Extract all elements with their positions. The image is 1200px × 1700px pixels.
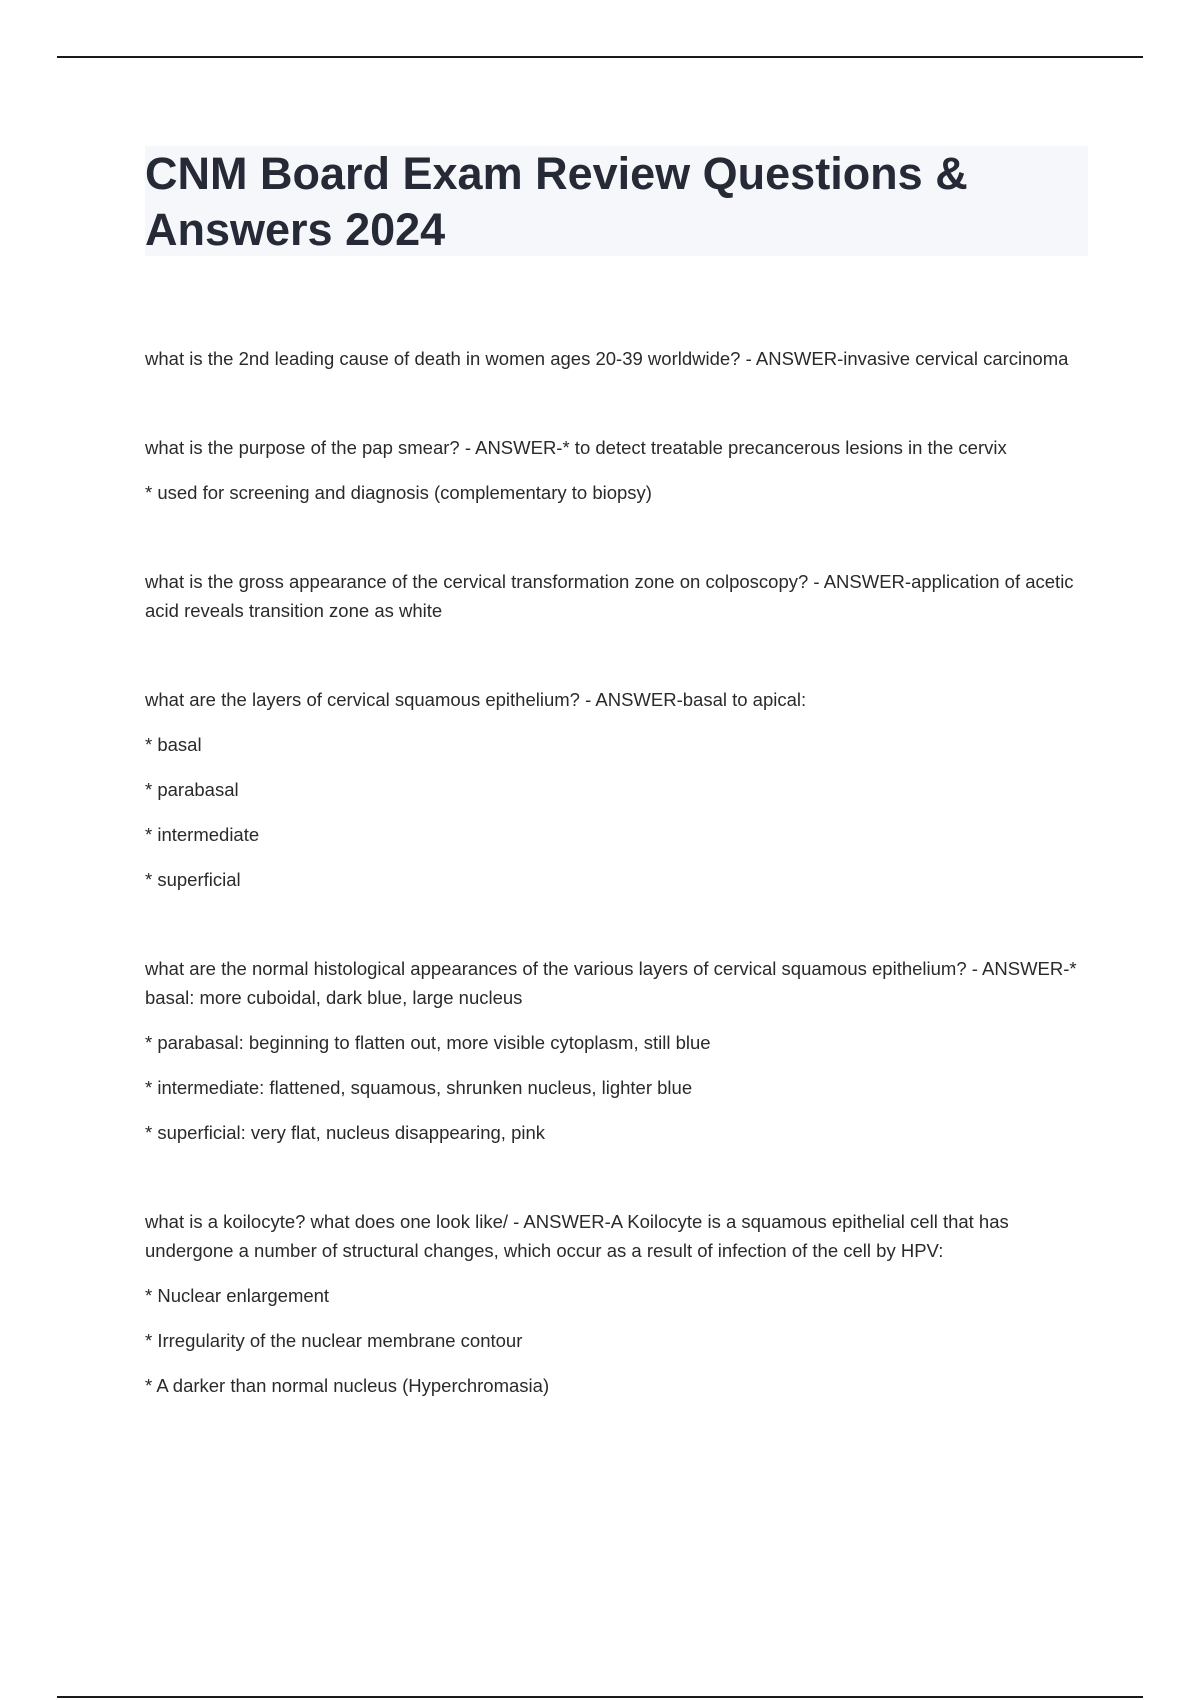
qa-bullet: * A darker than normal nucleus (Hyperchromasia) (145, 1375, 550, 1396)
qa-bullet: * parabasal: beginning to flatten out, more visible cytoplasm, still blue (145, 1032, 711, 1053)
qa-item-1 (145, 344, 1095, 373)
qa-text: what is a koilocyte? what does one look like/ - ANSWER-A Koilocyte is a squamous epithelial cell that has undergone a number of structural changes, which occur as a result of infection of the cell by HPV: (145, 1211, 1009, 1261)
qa-text: what are the normal histological appearances of the various layers of cervical squamous epithelium? - ANSWER-* basal: more cuboidal, dark blue, large nucleus (145, 958, 1077, 1008)
qa-item-5 (145, 954, 1095, 1147)
qa-bullet: * basal (145, 734, 202, 755)
qa-item-3 (145, 567, 1095, 625)
document-title: CNM Board Exam Review Questions & Answers 2024 (145, 148, 968, 255)
qa-bullet: * parabasal (145, 779, 239, 800)
qa-text: what are the layers of cervical squamous epithelium? - ANSWER-basal to apical: (145, 689, 807, 710)
qa-bullet: * used for screening and diagnosis (complementary to biopsy) (145, 482, 652, 503)
title-banner (145, 146, 1088, 256)
qa-item-4 (145, 685, 1095, 894)
qa-text: what is the purpose of the pap smear? - ANSWER-* to detect treatable precancerous lesions in the cervix (145, 437, 1007, 458)
qa-item-6 (145, 1207, 1095, 1400)
qa-text: what is the gross appearance of the cervical transformation zone on colposcopy? - ANSWER-application of acetic acid reveals transition zone as white (145, 571, 1074, 621)
qa-list (145, 344, 1095, 1460)
bottom-divider (57, 1696, 1143, 1698)
qa-item-2 (145, 433, 1095, 507)
qa-bullet: * intermediate: flattened, squamous, shrunken nucleus, lighter blue (145, 1077, 693, 1098)
qa-bullet: * superficial: very flat, nucleus disappearing, pink (145, 1122, 546, 1143)
qa-bullet: * intermediate (145, 824, 260, 845)
qa-bullet: * Irregularity of the nuclear membrane contour (145, 1330, 523, 1351)
qa-text: what is the 2nd leading cause of death in women ages 20-39 worldwide? - ANSWER-invasive cervical carcinoma (145, 348, 1069, 369)
qa-bullet: * Nuclear enlargement (145, 1285, 330, 1306)
top-divider (57, 56, 1143, 58)
qa-bullet: * superficial (145, 869, 241, 890)
